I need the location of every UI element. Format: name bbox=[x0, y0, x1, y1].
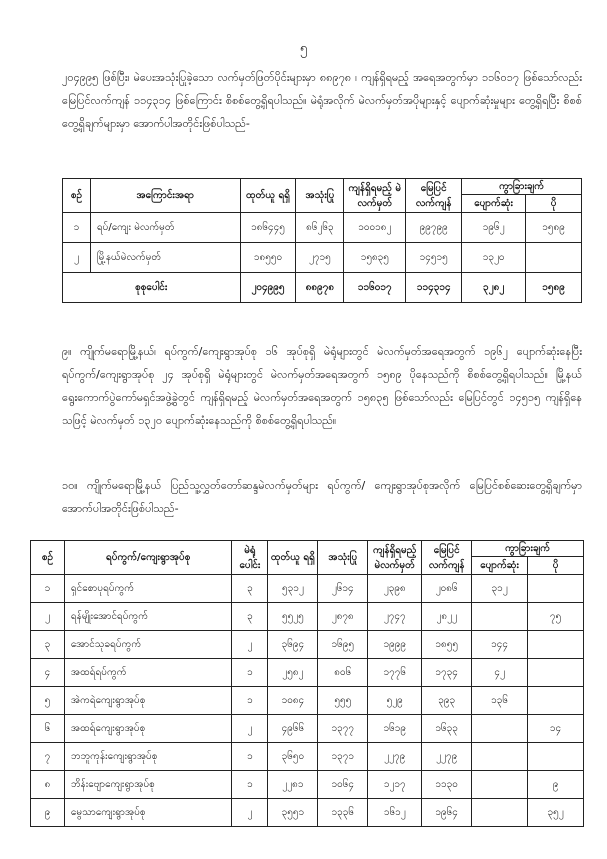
cell-used: ၁၀၆၄ bbox=[318, 771, 368, 799]
table-total-row bbox=[63, 273, 582, 303]
cell-ground: ၁၈၅၅ bbox=[422, 631, 472, 659]
cell-should-remain: ၁၇၇၆ bbox=[368, 659, 422, 687]
cell-extra: ၃၅၂ bbox=[528, 799, 584, 827]
cell-ward: မွေသာကျေးရွာအုပ်စု bbox=[64, 799, 232, 827]
cell-ground: ၃၉၃ bbox=[422, 687, 472, 715]
table-row bbox=[31, 715, 584, 743]
cell-ground: ၁၇၃၄ bbox=[422, 659, 472, 687]
header-lost: ပျောက်ဆုံး bbox=[472, 557, 528, 575]
cell-extra bbox=[528, 687, 584, 715]
cell-lost: ၁၉၆၂ bbox=[462, 213, 526, 243]
cell-received: ၁၈၅၅၀ bbox=[240, 243, 296, 273]
cell-booths: ၂ bbox=[232, 715, 268, 743]
ward-table-body bbox=[31, 575, 584, 827]
cell-subject: မြို့နယ်မဲလက်မှတ် bbox=[90, 243, 240, 273]
cell-booths: ၁ bbox=[232, 743, 268, 771]
cell-ground: ၂၈၂၂ bbox=[422, 603, 472, 631]
cell-lost bbox=[472, 603, 528, 631]
cell-booths: ၁ bbox=[232, 771, 268, 799]
table-row bbox=[31, 771, 584, 799]
cell-should-remain: ၂၂၇၉ bbox=[368, 743, 422, 771]
cell-received: ၂၅၈၂ bbox=[268, 659, 318, 687]
total-received: ၂၀၄၉၉၅ bbox=[240, 273, 296, 303]
total-used: ၈၈၉၇၈ bbox=[296, 273, 344, 303]
cell-ward: အောင်သုခရပ်ကွက် bbox=[64, 631, 232, 659]
cell-should-remain: ၂၃၉၈ bbox=[368, 575, 422, 603]
table-row bbox=[31, 575, 584, 603]
cell-booths: ၁ bbox=[232, 659, 268, 687]
page-number: ၅ bbox=[299, 41, 308, 56]
header-received: ထုတ်ယူ ရရှိ bbox=[240, 179, 296, 213]
cell-extra bbox=[528, 631, 584, 659]
cell-ward: ဘိန်းဗျောကျေးရွာအုပ်စု bbox=[64, 771, 232, 799]
header-diff: ကွာခြားချက် bbox=[462, 179, 582, 195]
cell-booths: ၁ bbox=[232, 687, 268, 715]
cell-lost: ၄၂ bbox=[472, 659, 528, 687]
cell-extra: ၁၄ bbox=[528, 715, 584, 743]
cell-received: ၅၃၁၂ bbox=[268, 575, 318, 603]
cell-used: ၂၆၁၄ bbox=[318, 575, 368, 603]
cell-should-remain: ၅၂၉ bbox=[368, 687, 422, 715]
header-no: စဉ် bbox=[63, 179, 91, 213]
header-received: ထုတ်ယူ ရရှိ bbox=[268, 541, 318, 575]
cell-ground: ၁၆၃၃ bbox=[422, 715, 472, 743]
cell-received: ၄၉၆၆ bbox=[268, 715, 318, 743]
header-extra: ပို bbox=[528, 557, 584, 575]
cell-no: ၉ bbox=[31, 799, 65, 827]
cell-booths: ၂ bbox=[232, 799, 268, 827]
cell-no: ၁ bbox=[63, 213, 91, 243]
cell-lost bbox=[472, 715, 528, 743]
cell-ground: ၁၁၃၀ bbox=[422, 771, 472, 799]
cell-booths: ၃ bbox=[232, 575, 268, 603]
cell-lost: ၁၃၆ bbox=[472, 687, 528, 715]
cell-lost bbox=[472, 771, 528, 799]
cell-received: ၂၂၈၁ bbox=[268, 771, 318, 799]
header-used: အသုံးပြု bbox=[296, 179, 344, 213]
cell-used: ၂၈၇၈ bbox=[318, 603, 368, 631]
cell-no: ၂ bbox=[63, 243, 91, 273]
cell-should-remain: ၁၂၁၇ bbox=[368, 771, 422, 799]
header-no: စဉ် bbox=[31, 541, 65, 575]
cell-ground: ၂၂၇၉ bbox=[422, 743, 472, 771]
cell-booths: ၂ bbox=[232, 631, 268, 659]
cell-no: ၂ bbox=[31, 603, 65, 631]
header-should-remain: ကျန်ရှိရမည့် မဲလက်မှတ် bbox=[344, 179, 406, 213]
total-extra: ၁၅၈၉ bbox=[526, 273, 582, 303]
table-row bbox=[31, 687, 584, 715]
cell-extra bbox=[526, 243, 582, 273]
cell-ground: ၁၄၅၁၅ bbox=[406, 243, 462, 273]
header-diff: ကွာခြားချက် bbox=[472, 541, 584, 557]
cell-no: ၆ bbox=[31, 715, 65, 743]
cell-lost: ၁၄၄ bbox=[472, 631, 528, 659]
cell-extra: ၇၅ bbox=[528, 603, 584, 631]
cell-ward: အထရ်ရပ်ကွက် bbox=[64, 659, 232, 687]
header-ground: မြေပြင် လက်ကျန် bbox=[406, 179, 462, 213]
cell-received: ၃၆၉၄ bbox=[268, 631, 318, 659]
total-lost: ၃၂၈၂ bbox=[462, 273, 526, 303]
paragraph-10: ၁၀။ ကျိုက်မရောမြို့နယ် ပြည်သူ့လွှတ်တော်ဆန္ဒမဲလက်မှတ်များ ရပ်ကွက်/ ကျေးရွာအုပ်စုအလိုက် မြေပြင်စစ်ဆေးတွေ့ရှိချက်မှာ အောက်ပါအတိုင်းဖြစ်ပါသည်- bbox=[62, 479, 582, 515]
cell-ward: ရှင်စောပုရပ်ကွက် bbox=[64, 575, 232, 603]
cell-lost: ၃၁၂ bbox=[472, 575, 528, 603]
table-row bbox=[31, 631, 584, 659]
cell-should-remain: ၁၀၀၁၈၂ bbox=[344, 213, 406, 243]
paragraph-8-continued: ၂၀၄၉၉၅ ဖြစ်ပြီး၊ မဲပေးအသုံးပြုခဲ့သော လက်မှတ်ဖြတ်ပိုင်းများမှာ ၈၈၉၇၈ ၊ ကျန်ရှိရမည့် အရေအတွက်မှာ ၁၁၆၀၁၇ ဖြစ်သော်လည်း မြေပြင်လက်ကျန် ၁၁၄၃၁၄ ဖြစ်ကြောင်း စိစစ်တွေ့ရှိရပါသည်။ မဲရုံအလိုက် မဲလက်မှတ်အပိုများနှင့် ပျောက်ဆုံးမှုများ တွေ့ရှိရပြီး စိစစ်တွေ့ရှိချက်များမှာ အောက်ပါအတိုင်းဖြစ်ပါသည်- bbox=[62, 71, 582, 130]
cell-ward: ဘဘူကုန်းကျေးရွာအုပ်စု bbox=[64, 743, 232, 771]
cell-received: ၁၈၆၄၄၅ bbox=[240, 213, 296, 243]
cell-extra bbox=[528, 743, 584, 771]
cell-extra: ၁၅၈၉ bbox=[526, 213, 582, 243]
cell-no: ၇ bbox=[31, 743, 65, 771]
header-booths: မဲရုံ ပေါင်း bbox=[232, 541, 268, 575]
cell-lost bbox=[472, 799, 528, 827]
table-row bbox=[63, 213, 582, 243]
cell-extra bbox=[528, 575, 584, 603]
cell-ward: အထရ်ကျေးရွာအုပ်စု bbox=[64, 715, 232, 743]
cell-received: ၃၆၅၀ bbox=[268, 743, 318, 771]
cell-used: ၁၃၇၁ bbox=[318, 743, 368, 771]
cell-no: ၁ bbox=[31, 575, 65, 603]
cell-booths: ၃ bbox=[232, 603, 268, 631]
cell-no: ၃ bbox=[31, 631, 65, 659]
cell-subject: ရပ်/ကျေး မဲလက်မှတ် bbox=[90, 213, 240, 243]
ward-ballot-table bbox=[30, 540, 584, 827]
header-extra: ပို bbox=[526, 195, 582, 213]
cell-used: ၈၆၂၆၃ bbox=[296, 213, 344, 243]
cell-received: ၁၀၈၄ bbox=[268, 687, 318, 715]
header-subject: အကြောင်းအရာ bbox=[90, 179, 240, 213]
cell-no: ၄ bbox=[31, 659, 65, 687]
cell-ground: ၁၉၆၄ bbox=[422, 799, 472, 827]
cell-ward: ရန်မျိုးအောင်ရပ်ကွက် bbox=[64, 603, 232, 631]
cell-lost bbox=[472, 743, 528, 771]
cell-received: ၅၅၂၅ bbox=[268, 603, 318, 631]
cell-received: ၃၅၅၁ bbox=[268, 799, 318, 827]
ballot-summary-table bbox=[62, 178, 582, 303]
cell-no: ၈ bbox=[31, 771, 65, 799]
cell-should-remain: ၁၉၉၉ bbox=[368, 631, 422, 659]
table-row bbox=[31, 799, 584, 827]
cell-used: ၁၃၃၆ bbox=[318, 799, 368, 827]
cell-should-remain: ၁၆၁၂ bbox=[368, 799, 422, 827]
cell-should-remain: ၁၅၈၃၅ bbox=[344, 243, 406, 273]
table-row bbox=[31, 659, 584, 687]
cell-used: ၅၅၅ bbox=[318, 687, 368, 715]
cell-extra: ၉ bbox=[528, 771, 584, 799]
cell-no: ၅ bbox=[31, 687, 65, 715]
cell-ground: ၉၉၇၉၉ bbox=[406, 213, 462, 243]
cell-ground: ၂၀၈၆ bbox=[422, 575, 472, 603]
header-should-remain: ကျန်ရှိရမည့် မဲလက်မှတ် bbox=[368, 541, 422, 575]
cell-used: ၁၆၉၅ bbox=[318, 631, 368, 659]
total-label: စုစုပေါင်း bbox=[63, 273, 241, 303]
header-used: အသုံးပြု bbox=[318, 541, 368, 575]
cell-should-remain: ၁၆၁၉ bbox=[368, 715, 422, 743]
total-should-remain: ၁၁၆၀၁၇ bbox=[344, 273, 406, 303]
header-ground: မြေပြင် လက်ကျန် bbox=[422, 541, 472, 575]
cell-should-remain: ၂၇၄၇ bbox=[368, 603, 422, 631]
table-row bbox=[63, 243, 582, 273]
table-row bbox=[31, 603, 584, 631]
cell-extra bbox=[528, 659, 584, 687]
header-ward: ရပ်ကွက်/ကျေးရွာအုပ်စု bbox=[64, 541, 232, 575]
header-lost: ပျောက်ဆုံး bbox=[462, 195, 526, 213]
paragraph-9: ၉။ ကျိုက်မရောမြို့နယ်၊ ရပ်ကွက်/ကျေးရွာအုပ်စု ၁၆ အုပ်စုရှိ မဲရုံများတွင် မဲလက်မှတ်အရေအတွက် ၁၉၆၂ ပျောက်ဆုံးနေပြီး ရပ်ကွက်/ကျေးရွာအုပ်စု ၂၄ အုပ်စုရှိ မဲရုံများတွင် မဲလက်မှတ်အရေအတွက် ၁၅၈၉ ပိုနေသည်ကို စိစစ်တွေ့ရှိရပါသည်။ မြို့နယ်ရွေးကောက်ပွဲကော်မရှင်အဖွဲ့ခွဲတွင် ကျန်ရှိရမည့် မဲလက်မှတ်အရေအတွက် ၁၅၈၃၅ ဖြစ်သော်လည်း မြေပြင်တွင် ၁၄၅၁၅ ကျန်ရှိနေသဖြင့် မဲလက်မှတ် ၁၃၂၀ ပျောက်ဆုံးနေသည်ကို စိစစ်တွေ့ရှိရပါသည်။ bbox=[62, 345, 582, 427]
cell-used: ၂၇၁၅ bbox=[296, 243, 344, 273]
cell-used: ၁၃၇၇ bbox=[318, 715, 368, 743]
cell-used: ၈၀၆ bbox=[318, 659, 368, 687]
total-ground: ၁၁၄၃၁၄ bbox=[406, 273, 462, 303]
table-row bbox=[31, 743, 584, 771]
cell-lost: ၁၃၂၀ bbox=[462, 243, 526, 273]
cell-ward: အဲကရဲကျေးရွာအုပ်စု bbox=[64, 687, 232, 715]
